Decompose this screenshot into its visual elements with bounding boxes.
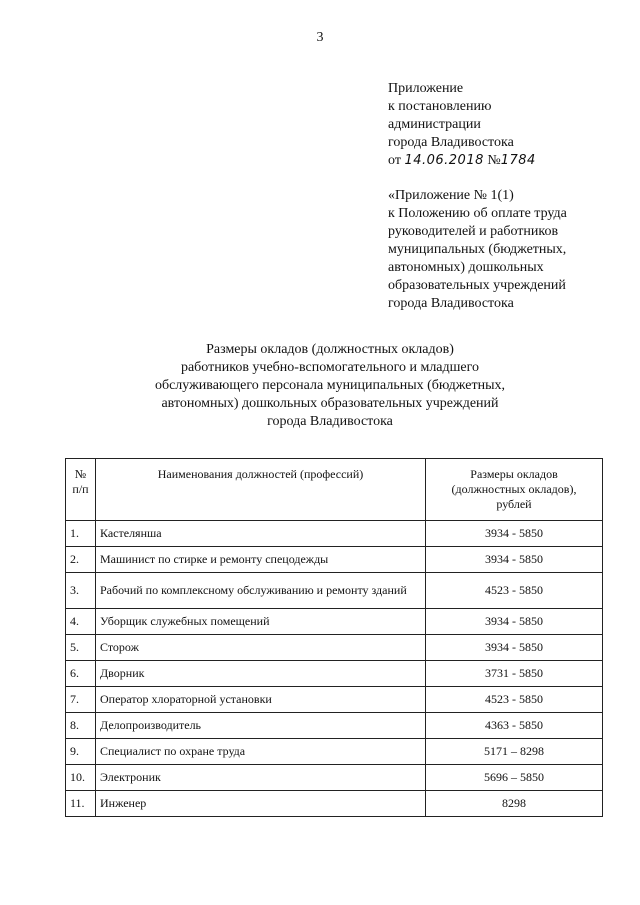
row-salary: 4523 - 5850 — [426, 687, 603, 713]
table-row — [66, 661, 603, 687]
row-name: Оператор хлораторной установки — [96, 687, 426, 713]
header-name-text: Наименования должностей (профессий) — [157, 467, 364, 481]
title-line: города Владивостока — [267, 414, 393, 429]
title-line: обслуживающего персонала муниципальных (бюджетных, — [154, 378, 506, 393]
date-prefix: от — [388, 153, 401, 168]
header-salary — [426, 459, 603, 521]
appendix-line: к постановлению — [388, 99, 492, 114]
row-num: 9. — [66, 739, 96, 765]
document-title — [60, 341, 600, 431]
row-name: Специалист по охране труда — [96, 739, 426, 765]
salary-table — [65, 458, 603, 817]
row-num: 5. — [66, 635, 96, 661]
table-row — [66, 609, 603, 635]
row-num: 11. — [66, 791, 96, 817]
row-name: Уборщик служебных помещений — [96, 609, 426, 635]
table-row — [66, 687, 603, 713]
row-salary: 5696 – 5850 — [426, 765, 603, 791]
appendix2-line: автономных) дошкольных — [388, 260, 544, 275]
page-number: 3 — [316, 30, 324, 45]
row-salary: 3934 - 5850 — [426, 635, 603, 661]
handwritten-number: 1784 — [500, 153, 536, 168]
row-num: 4. — [66, 609, 96, 635]
row-name: Сторож — [96, 635, 426, 661]
row-salary: 4363 - 5850 — [426, 713, 603, 739]
handwritten-date: 14.06.2018 — [404, 153, 484, 168]
table-row — [66, 573, 603, 609]
appendix2-line: к Положению об оплате труда — [388, 206, 567, 221]
row-num: 1. — [66, 521, 96, 547]
table-header-row — [66, 459, 603, 521]
row-salary: 3934 - 5850 — [426, 609, 603, 635]
table-row — [66, 635, 603, 661]
row-name: Машинист по стирке и ремонту спецодежды — [96, 547, 426, 573]
row-salary: 5171 – 8298 — [426, 739, 603, 765]
row-name: Инженер — [96, 791, 426, 817]
row-num: 10. — [66, 765, 96, 791]
header-salary-line: рублей — [496, 497, 532, 511]
row-num: 3. — [66, 573, 96, 609]
row-salary: 3934 - 5850 — [426, 547, 603, 573]
title-line: работников учебно-вспомогательного и младшего — [180, 360, 480, 375]
table-row — [66, 521, 603, 547]
table-row — [66, 713, 603, 739]
appendix-line: Приложение — [388, 81, 464, 96]
title-line: автономных) дошкольных образовательных учреждений — [161, 396, 499, 411]
header-num — [66, 459, 96, 521]
header-salary-line: Размеры окладов — [470, 467, 558, 481]
row-num: 7. — [66, 687, 96, 713]
appendix-date-line — [388, 152, 536, 170]
appendix-block — [388, 80, 536, 170]
title-line: Размеры окладов (должностных окладов) — [206, 342, 454, 357]
appendix2-line: города Владивостока — [388, 296, 514, 311]
row-salary: 3731 - 5850 — [426, 661, 603, 687]
row-salary: 3934 - 5850 — [426, 521, 603, 547]
row-salary: 8298 — [426, 791, 603, 817]
appendix2-line: муниципальных (бюджетных, — [388, 242, 567, 257]
appendix2-line: руководителей и работников — [388, 224, 559, 239]
row-name: Рабочий по комплексному обслуживанию и ремонту зданий — [96, 573, 426, 609]
appendix2-line: образовательных учреждений — [388, 278, 566, 293]
row-salary: 4523 - 5850 — [426, 573, 603, 609]
table-row — [66, 739, 603, 765]
appendix2-line: «Приложение № 1(1) — [388, 188, 514, 203]
table-row — [66, 547, 603, 573]
header-num-line: № — [74, 467, 87, 481]
row-num: 8. — [66, 713, 96, 739]
row-name: Кастелянша — [96, 521, 426, 547]
row-name: Делопроизводитель — [96, 713, 426, 739]
header-salary-line: (должностных окладов), — [451, 482, 577, 496]
number-prefix: № — [487, 153, 501, 168]
appendix2-block — [388, 187, 567, 313]
row-name: Электроник — [96, 765, 426, 791]
header-num-line: п/п — [72, 482, 89, 496]
appendix-line: администрации — [388, 117, 481, 132]
row-num: 2. — [66, 547, 96, 573]
table-row — [66, 791, 603, 817]
table-row — [66, 765, 603, 791]
row-num: 6. — [66, 661, 96, 687]
header-name — [96, 459, 426, 521]
appendix-line: города Владивостока — [388, 135, 514, 150]
row-name: Дворник — [96, 661, 426, 687]
